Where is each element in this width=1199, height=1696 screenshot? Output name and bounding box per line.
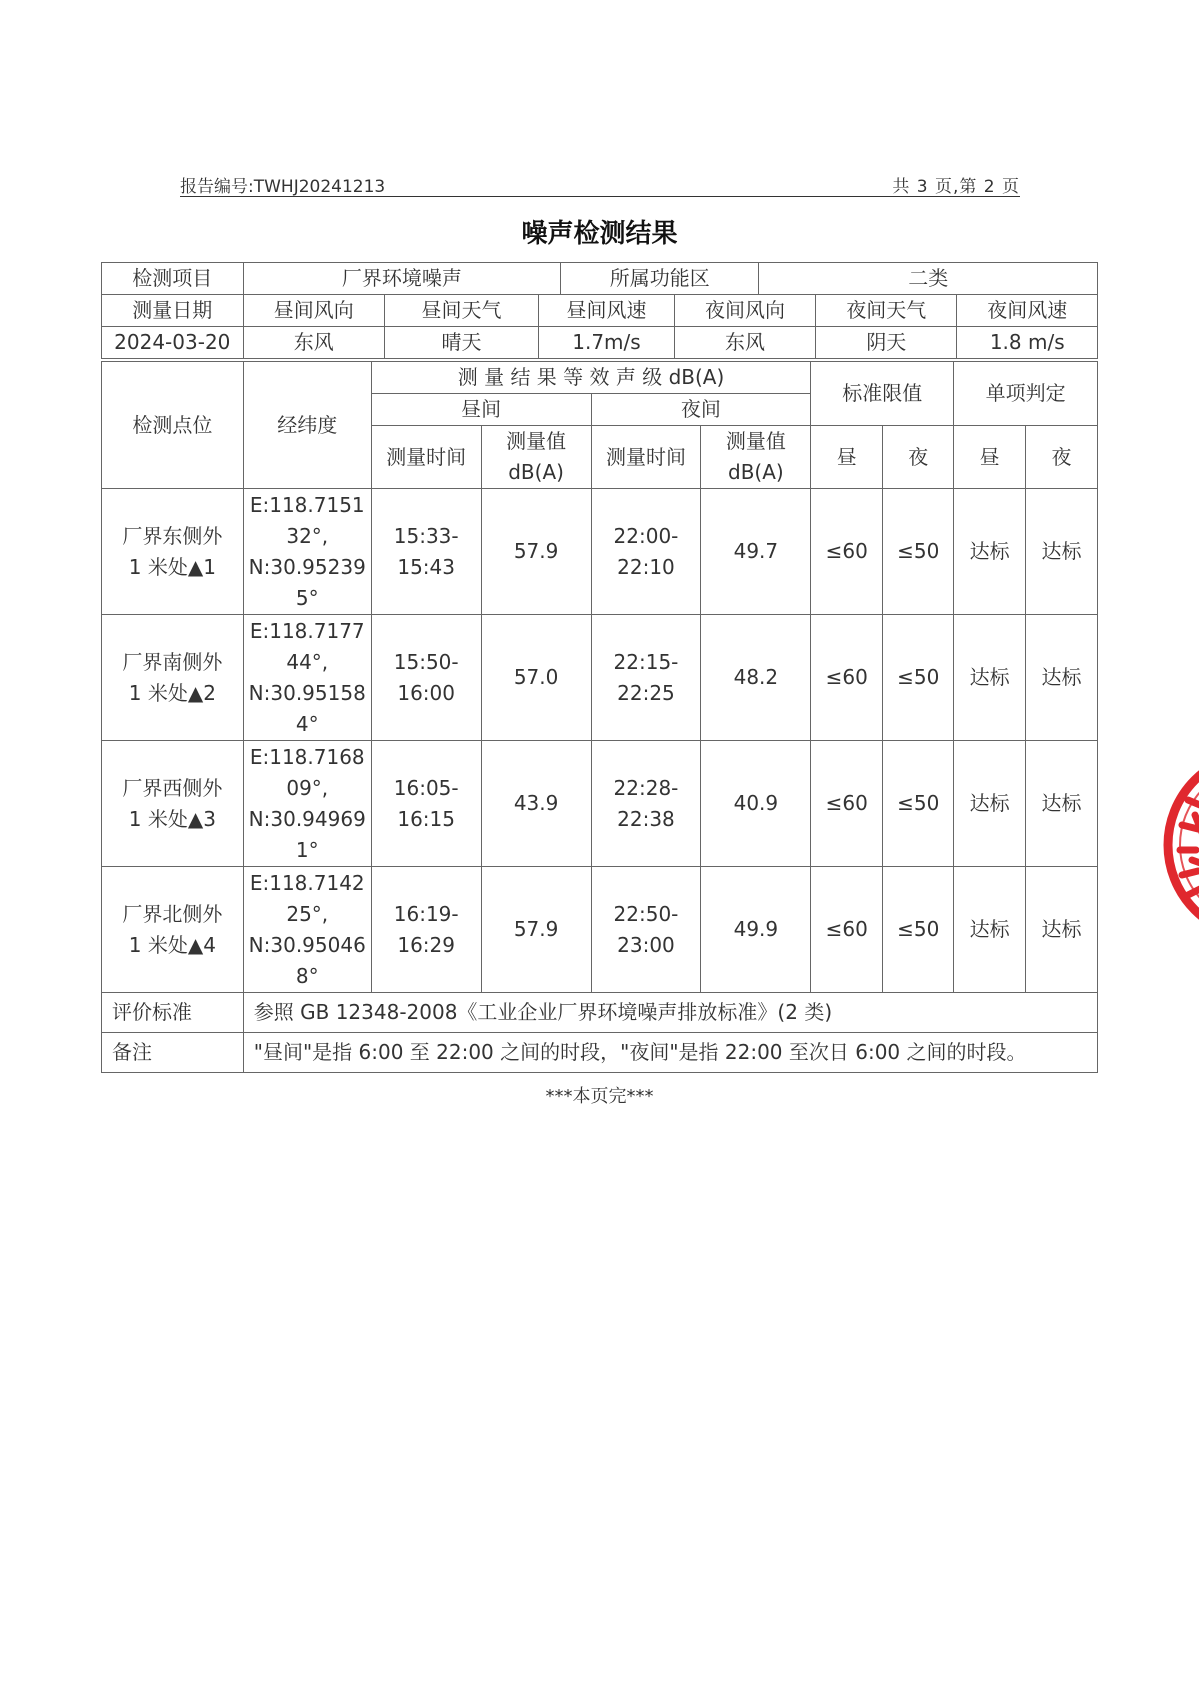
day-wind-dir-header: 昼间风向 (243, 295, 384, 327)
remark-label: 备注 (102, 1033, 244, 1073)
night-time-cell (591, 489, 701, 615)
judge-day-cell: 达标 (954, 741, 1026, 867)
point-line-2: 1 米处▲3 (128, 806, 216, 831)
night-weather-header: 夜间天气 (816, 295, 957, 327)
night-time-cell (591, 867, 701, 993)
coord-cell (243, 867, 371, 993)
judge-night-cell: 达标 (1026, 741, 1098, 867)
day-wind-dir-value: 东风 (243, 327, 384, 359)
night-value-header (701, 426, 811, 489)
night-wind-dir-header: 夜间风向 (674, 295, 815, 327)
limit-night-cell: ≤50 (883, 867, 954, 993)
limit-day-cell: ≤60 (811, 615, 883, 741)
day-wind-speed-header: 昼间风速 (539, 295, 675, 327)
night-time-start: 22:28- (613, 775, 679, 800)
page-title: 噪声检测结果 (521, 219, 678, 249)
point-cell (102, 741, 244, 867)
info-row-item (102, 263, 1098, 295)
end-of-page-note: ***本页完*** (545, 1086, 654, 1107)
point-line-2: 1 米处▲1 (128, 554, 216, 579)
day-header: 昼间 (371, 394, 591, 426)
night-time-start: 22:00- (613, 523, 679, 548)
item-label: 检测项目 (102, 263, 244, 295)
day-time-cell (371, 741, 481, 867)
item-value: 厂界环境噪声 (243, 263, 561, 295)
limit-night-header: 夜 (883, 426, 954, 489)
limit-night-cell: ≤50 (883, 615, 954, 741)
night-time-end: 22:10 (617, 554, 675, 579)
limit-header: 标准限值 (811, 362, 954, 426)
coord-line: N:30.94969 (248, 806, 366, 831)
page-info: 共 3 页,第 2 页 (892, 177, 1020, 197)
day-time-cell (371, 867, 481, 993)
judge-day-cell: 达标 (954, 489, 1026, 615)
day-time-cell (371, 489, 481, 615)
point-cell (102, 615, 244, 741)
measure-header: 测 量 结 果 等 效 声 级 dB(A) (371, 362, 811, 394)
info-row-values (102, 327, 1098, 359)
date-header: 测量日期 (102, 295, 244, 327)
judge-night-header: 夜 (1026, 426, 1098, 489)
zone-label: 所属功能区 (561, 263, 759, 295)
day-time-header: 测量时间 (371, 426, 481, 489)
judge-night-cell: 达标 (1026, 867, 1098, 993)
coord-line: 4° (295, 711, 319, 736)
coord-cell (243, 741, 371, 867)
coord-line: 1° (295, 837, 319, 862)
day-time-end: 16:15 (397, 806, 455, 831)
coord-line: 5° (295, 585, 319, 610)
night-value-cell: 49.9 (701, 867, 811, 993)
day-value-header-line-1: 测量值 (506, 429, 567, 453)
coord-cell (243, 615, 371, 741)
limit-day-cell: ≤60 (811, 489, 883, 615)
remark-row (102, 1033, 1098, 1073)
standard-value: 参照 GB 12348-2008《工业企业厂界环境噪声排放标准》(2 类) (243, 993, 1097, 1033)
coord-line: E:118.7177 (249, 618, 365, 643)
night-time-header: 测量时间 (591, 426, 701, 489)
limit-day-header: 昼 (811, 426, 883, 489)
limit-day-cell: ≤60 (811, 741, 883, 867)
day-time-cell (371, 615, 481, 741)
remark-value: "昼间"是指 6:00 至 22:00 之间的时段，"夜间"是指 22:00 至次日 6:00 之间的时段。 (243, 1033, 1097, 1073)
standard-label: 评价标准 (102, 993, 244, 1033)
day-time-start: 15:33- (393, 523, 459, 548)
night-time-end: 22:38 (617, 806, 675, 831)
night-weather-value: 阴天 (816, 327, 957, 359)
coord-line: N:30.95046 (248, 932, 366, 957)
coord-line: 8° (295, 963, 319, 988)
point-line-1: 厂界北侧外 (122, 901, 223, 926)
night-header: 夜间 (591, 394, 811, 426)
red-seal-stamp (1160, 745, 1199, 945)
judge-day-cell: 达标 (954, 615, 1026, 741)
table-row (102, 867, 1098, 993)
day-value-cell: 43.9 (481, 741, 591, 867)
night-time-start: 22:50- (613, 901, 679, 926)
point-line-2: 1 米处▲4 (128, 932, 216, 957)
night-value-header-line-1: 测量值 (725, 429, 786, 453)
coord-line: E:118.7168 (249, 744, 365, 769)
limit-night-cell: ≤50 (883, 489, 954, 615)
limit-night-cell: ≤50 (883, 741, 954, 867)
result-table (101, 361, 1098, 1073)
night-value-header-line-2: dB(A) (728, 460, 784, 484)
point-cell (102, 489, 244, 615)
judge-day-header: 昼 (954, 426, 1026, 489)
point-header: 检测点位 (102, 362, 244, 489)
night-value-cell: 48.2 (701, 615, 811, 741)
judge-night-cell: 达标 (1026, 615, 1098, 741)
point-line-1: 厂界东侧外 (122, 523, 223, 548)
table-row (102, 489, 1098, 615)
night-value-cell: 40.9 (701, 741, 811, 867)
point-line-2: 1 米处▲2 (128, 680, 216, 705)
night-wind-speed-header: 夜间风速 (957, 295, 1098, 327)
day-value-header (481, 426, 591, 489)
night-wind-speed-value: 1.8 m/s (957, 327, 1098, 359)
day-value-cell: 57.0 (481, 615, 591, 741)
coord-line: E:118.7142 (249, 870, 365, 895)
judge-day-cell: 达标 (954, 867, 1026, 993)
date-value: 2024-03-20 (102, 327, 244, 359)
night-value-cell: 49.7 (701, 489, 811, 615)
coord-line: 09°, (286, 775, 329, 800)
info-row-headers (102, 295, 1098, 327)
page-header (180, 172, 1020, 197)
standard-row (102, 993, 1098, 1033)
coord-line: 44°, (286, 649, 329, 674)
night-time-start: 22:15- (613, 649, 679, 674)
limit-day-cell: ≤60 (811, 867, 883, 993)
day-time-start: 16:19- (393, 901, 459, 926)
night-time-cell (591, 741, 701, 867)
coord-line: N:30.95239 (248, 554, 366, 579)
table-row (102, 615, 1098, 741)
coord-line: 25°, (286, 901, 329, 926)
day-wind-speed-value: 1.7m/s (539, 327, 675, 359)
night-time-end: 23:00 (617, 932, 675, 957)
day-time-end: 16:00 (397, 680, 455, 705)
day-weather-value: 晴天 (384, 327, 538, 359)
coord-line: E:118.7151 (249, 492, 365, 517)
report-number: 报告编号:TWHJ20241213 (180, 177, 386, 197)
point-line-1: 厂界西侧外 (122, 775, 223, 800)
day-value-cell: 57.9 (481, 867, 591, 993)
day-value-header-line-2: dB(A) (508, 460, 564, 484)
seal-outer-ring (1168, 753, 1199, 937)
judge-header: 单项判定 (954, 362, 1098, 426)
day-time-end: 15:43 (397, 554, 455, 579)
judge-night-cell: 达标 (1026, 489, 1098, 615)
coord-line: 32°, (286, 523, 329, 548)
night-time-end: 22:25 (617, 680, 675, 705)
day-time-end: 16:29 (397, 932, 455, 957)
result-header-row-1 (102, 362, 1098, 394)
day-time-start: 16:05- (393, 775, 459, 800)
coord-header: 经纬度 (243, 362, 371, 489)
coord-line: N:30.95158 (248, 680, 366, 705)
zone-value: 二类 (759, 263, 1098, 295)
night-time-cell (591, 615, 701, 741)
point-cell (102, 867, 244, 993)
night-wind-dir-value: 东风 (674, 327, 815, 359)
day-time-start: 15:50- (393, 649, 459, 674)
coord-cell (243, 489, 371, 615)
day-weather-header: 昼间天气 (384, 295, 538, 327)
table-row (102, 741, 1098, 867)
point-line-1: 厂界南侧外 (122, 649, 223, 674)
info-table (101, 262, 1098, 359)
day-value-cell: 57.9 (481, 489, 591, 615)
